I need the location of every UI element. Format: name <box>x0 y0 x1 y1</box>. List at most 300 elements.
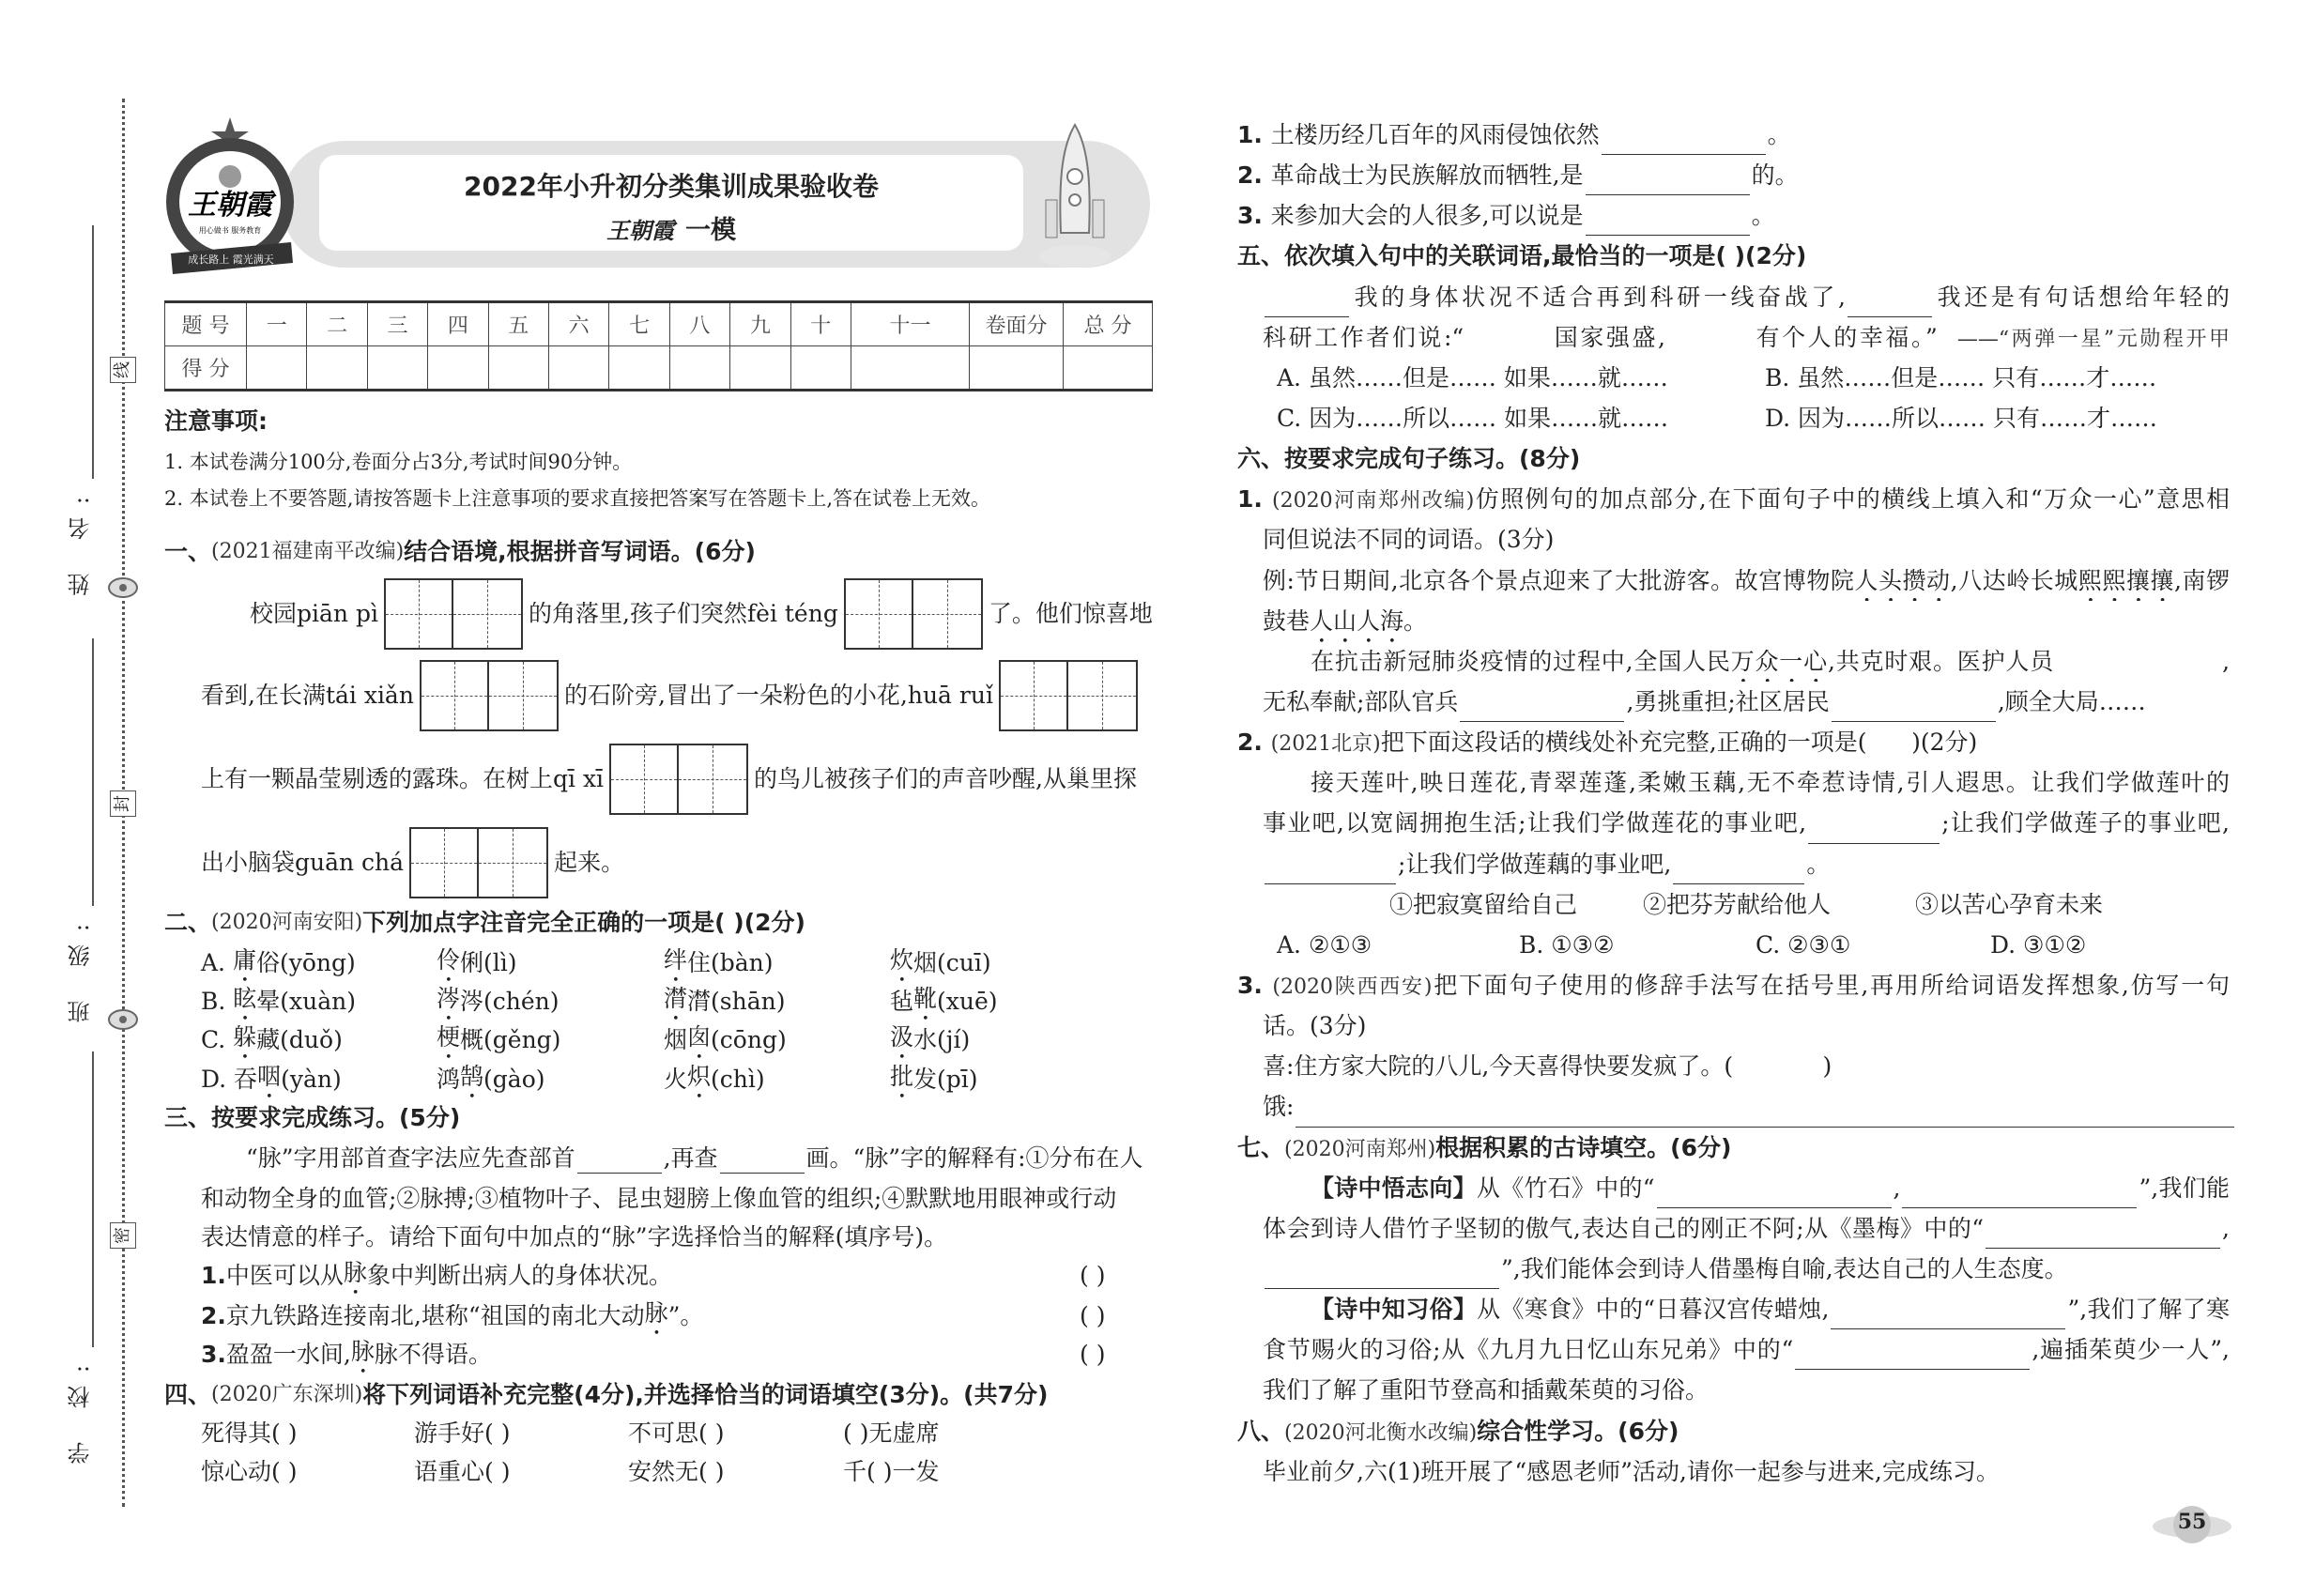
school-field-line[interactable] <box>92 1051 94 1347</box>
section-3-paragraph <box>201 1178 1116 1220</box>
bold-text: 1. <box>201 1262 226 1289</box>
text-segment: 土楼历经几百年的风雨侵蚀依然 <box>1270 121 1600 148</box>
text-segment: 俗(yōng) <box>255 949 356 976</box>
text-segment: 食节赐火的习俗;从《九月九日忆山东兄弟》中的“ <box>1263 1336 1794 1364</box>
section-5-text <box>1237 317 2230 358</box>
section-7-text <box>1237 1329 2230 1370</box>
score-cell[interactable] <box>428 346 488 391</box>
bold-text: 结合语境,根据拼音写词语。(6分) <box>404 538 756 565</box>
section-3-title <box>164 1097 460 1139</box>
option-b-1 <box>201 981 356 1022</box>
bold-text: 综合性学习。(6分) <box>1477 1417 1679 1445</box>
emphasized-text: 人头攒动 <box>1854 566 1951 594</box>
q6-1-example <box>1237 601 2230 641</box>
emphasized-text: 涔 <box>437 984 461 1012</box>
header-cell: 题 号 <box>165 302 247 346</box>
text-segment: 体会到诗人借竹子坚韧的傲气,表达自己的刚正不阿;从《墨梅》中的“ <box>1263 1214 1985 1242</box>
q6-3-prompt <box>1237 965 2230 1005</box>
section-1-title <box>164 531 756 573</box>
idiom-blank[interactable]: 千( )一发 <box>843 1458 940 1485</box>
section-3-item <box>201 1334 492 1375</box>
text-segment: “脉”字用部首查字法应先查部首 <box>246 1144 575 1172</box>
text-segment: 。 <box>1767 121 1791 148</box>
section-4-title <box>164 1374 1048 1416</box>
option-a[interactable]: A. ②①③ <box>1277 930 1372 959</box>
text-segment: 同但说法不同的词语。(3分) <box>1263 526 1555 554</box>
text-segment: 画。“脉”字的解释有:①分布在人 <box>805 1144 1143 1172</box>
header-cell: 三 <box>367 302 427 346</box>
section-8-title <box>1237 1411 2230 1451</box>
text-segment: ;让我们学做莲藕的事业吧, <box>1398 850 1672 878</box>
text-segment: 表达情意的样子。请给下面句中加点的“脉”字选择恰当的解释(填序号)。 <box>201 1223 948 1251</box>
exam-title: 2022年小升初分类集训成果验收卷 <box>464 171 879 202</box>
source-note: (2021北京) <box>1270 732 1381 757</box>
text-segment: , <box>2222 647 2230 675</box>
idiom-blank[interactable]: 语重心( ) <box>414 1458 511 1485</box>
text-segment: 革命战士为民族解放而牺牲,是 <box>1270 161 1584 190</box>
text-segment: 事业吧,以宽阔拥抱生活;让我们学做莲花的事业吧, <box>1263 809 1807 837</box>
text-segment: 鸿 <box>437 1066 461 1093</box>
section-1-line <box>201 826 624 899</box>
emphasized-text: 靴 <box>913 984 938 1012</box>
text-segment: 无私奉献;部队官兵 <box>1263 687 1459 715</box>
text-segment: (xuē) <box>937 988 998 1015</box>
text-segment: B. <box>201 988 234 1015</box>
text-segment: (cōng) <box>711 1026 787 1053</box>
emphasized-text: 潸 <box>664 984 688 1012</box>
option-c[interactable]: C. 因为……所以…… 如果……就…… <box>1277 404 1669 432</box>
text-segment: 烟 <box>664 1026 688 1053</box>
header-cell: 一 <box>247 302 307 346</box>
text-segment: ”,我们能 <box>2139 1174 2230 1202</box>
text-segment: 晕(xuàn) <box>256 988 356 1015</box>
text-segment: 上有一颗晶莹剔透的露珠。在树上qī xī <box>201 765 605 792</box>
text-segment: 话。(3分) <box>1263 1012 1367 1040</box>
score-cell[interactable] <box>609 346 669 391</box>
brand-name: 王朝霞 <box>606 217 674 244</box>
svg-text:用心做书 服务教育: 用心做书 服务教育 <box>198 226 262 235</box>
text-segment: 火 <box>664 1066 688 1093</box>
emphasized-text: 庸 <box>232 945 256 974</box>
text-segment: 的鸟儿被孩子们的声音吵醒,从巢里探 <box>754 765 1137 792</box>
text-segment: 在抗击新冠肺炎疫情的过程中,全国人民 <box>1311 647 1731 675</box>
section-3-item <box>201 1296 703 1337</box>
text-segment: ;让我们学做莲子的事业吧, <box>1941 809 2230 837</box>
answer-blank[interactable] <box>1296 1086 2234 1127</box>
answer-blank[interactable] <box>1832 692 1996 722</box>
seal-secret-char: 密 <box>110 1222 136 1249</box>
text-segment: 涔(chén) <box>460 988 560 1015</box>
answer-blank[interactable] <box>1586 165 1750 195</box>
section-3-paragraph <box>246 1138 1143 1179</box>
emphasized-text: 熙熙攘攘 <box>2078 566 2174 594</box>
emphasized-text: 脉 <box>350 1337 375 1365</box>
text-segment: 有个人的幸福。” <box>1753 323 1957 351</box>
answer-blank[interactable] <box>1848 287 1932 317</box>
emphasized-text: 脉 <box>644 1298 668 1327</box>
text-segment: 脉不得语。 <box>374 1341 492 1368</box>
source-note: (2020河南安阳) <box>211 911 363 934</box>
answer-blank[interactable] <box>1667 330 1752 358</box>
score-cell[interactable] <box>548 346 608 391</box>
text-segment: 的角落里,孩子们突然fèi téng <box>528 600 838 627</box>
bold-text: 1. <box>1237 121 1271 148</box>
bold-text: 【诗中悟志向】 <box>1311 1174 1477 1202</box>
score-cell[interactable] <box>970 346 1064 391</box>
section-5-options-row <box>1237 358 2230 398</box>
answer-blank[interactable] <box>1602 125 1766 155</box>
answer-blank[interactable] <box>1986 1219 2220 1249</box>
text-segment: 我还是有句话想给年轻的 <box>1934 283 2230 311</box>
emphasized-text: 脉 <box>343 1258 367 1286</box>
text-segment: ,勇挑重担;社区居民 <box>1626 687 1830 715</box>
emphasized-text: 汲 <box>890 1022 914 1051</box>
title-box <box>319 155 1023 251</box>
option-b[interactable]: B. ①③② <box>1519 930 1615 959</box>
bold-text: 二、 <box>164 909 212 936</box>
text-segment: 喜:住方家大院的八儿,今天喜得快要发疯了。( ) <box>1263 1052 1832 1081</box>
answer-blank[interactable] <box>1460 692 1624 722</box>
text-segment: 从《竹石》中的“ <box>1476 1174 1655 1202</box>
text-segment: ”,我们了解了寒 <box>2067 1296 2230 1324</box>
source-note: ——“两弹一星”元勋程开甲 <box>1956 327 2230 351</box>
answer-blank[interactable] <box>1795 1340 2030 1370</box>
section-5-title <box>1237 236 2230 276</box>
text-segment: 接天莲叶,映日莲花,青翠莲蓬,柔嫩玉藕,无不牵惹诗情,引人遐思。让我们学做莲叶的 <box>1311 769 2230 797</box>
text-segment: A. <box>201 949 233 976</box>
answer-blank[interactable] <box>577 1143 662 1174</box>
text-segment: 俐(lì) <box>460 949 517 976</box>
text-segment: D. 吞 <box>201 1066 258 1093</box>
header-cell: 总 分 <box>1064 302 1153 346</box>
text-segment: , <box>2222 1214 2230 1242</box>
score-cell[interactable] <box>367 346 427 391</box>
bold-text: 六、按要求完成句子练习。(8分) <box>1237 445 1581 473</box>
text-segment: 来参加大会的人很多,可以说是 <box>1270 202 1584 230</box>
source-note: (2020河南郑州改编) <box>1272 489 1475 514</box>
bold-text: 2. <box>201 1302 226 1329</box>
section-7-text <box>1237 1289 2230 1329</box>
text-segment: ,八达岭长城 <box>1950 566 2078 594</box>
text-segment: C. <box>201 1026 234 1053</box>
emphasized-text: 伶 <box>437 945 461 974</box>
text-segment: 从《寒食》中的“日暮汉宫传蜡烛, <box>1477 1296 1830 1324</box>
section-5-text <box>1237 277 2230 317</box>
section-7-text <box>1237 1208 2230 1249</box>
score-cell[interactable] <box>730 346 790 391</box>
header-cell: 二 <box>307 302 367 346</box>
option-d-1 <box>201 1059 342 1100</box>
text-segment: 鼓巷 <box>1263 606 1311 635</box>
character-cell[interactable] <box>411 829 479 897</box>
emphasized-text: 眩 <box>233 984 257 1012</box>
section-3-item <box>201 1255 672 1297</box>
choice-3: ③以苦心孕育未来 <box>1915 890 2104 918</box>
section-7-text <box>1237 1249 2230 1289</box>
q6-2-text <box>1237 762 2230 803</box>
emphasized-text: 炽 <box>687 1062 712 1090</box>
q6-1-example <box>1237 560 2230 601</box>
answer-blank[interactable] <box>1265 287 1349 317</box>
q6-1-text <box>1237 641 2230 682</box>
bold-text: 2. <box>1237 729 1271 757</box>
text-segment: 我们了解了重阳节登高和插戴茱萸的习俗。 <box>1263 1376 1710 1404</box>
text-segment: 潸(shān) <box>687 988 786 1015</box>
choice-2: ②把芬芳献给他人 <box>1643 890 1832 918</box>
choice-1: ①把寂寞留给自己 <box>1389 890 1578 918</box>
answer-blank[interactable] <box>1831 1299 2065 1329</box>
text-segment: 京九铁路连接南北,堪称“祖国的南北大动 <box>225 1302 645 1329</box>
q6-1-text <box>1237 682 2230 722</box>
bold-text: 3. <box>1237 971 1273 999</box>
text-segment: 。 <box>1806 850 1831 878</box>
emphasized-text: 梗 <box>437 1022 461 1051</box>
header-cell: 七 <box>609 302 669 346</box>
text-segment: 的石阶旁,冒出了一朵粉色的小花,huā ruǐ <box>563 682 993 709</box>
bold-text: 3. <box>201 1341 226 1368</box>
option-b[interactable]: B. 虽然……但是…… 只有……才…… <box>1765 363 2157 391</box>
answer-blank[interactable] <box>1465 330 1550 358</box>
header-cell: 十 <box>790 302 851 346</box>
text-segment: 饿: <box>1263 1093 1295 1121</box>
text-segment: 把下面这段话的横线处补充完整,正确的一项是( )(2分) <box>1380 729 1978 757</box>
bold-text: 三、按要求完成练习。(5分) <box>164 1104 461 1131</box>
source-note: (2020河南郑州) <box>1284 1137 1436 1161</box>
idiom-blank[interactable]: 死得其( ) <box>201 1420 298 1447</box>
option-c-3 <box>664 1020 787 1061</box>
notice-item: 2. 本试卷上不要答题,请按答题卡上注意事项的要求直接把答案写在答题卡上,答在试卷上无效。 <box>164 487 991 510</box>
idiom-blank[interactable]: ( )无虚席 <box>843 1420 940 1447</box>
header-cell: 五 <box>488 302 548 346</box>
score-cell[interactable] <box>488 346 548 391</box>
text-segment: 国家强盛, <box>1552 323 1665 351</box>
text-segment: 把下面句子使用的修辞手法写在括号里,再用所给词语发挥想象,仿写一句 <box>1432 971 2230 999</box>
emphasized-text: 绊 <box>664 945 688 974</box>
q6-2-options <box>1237 925 2230 965</box>
answer-paren[interactable]: ( ) <box>1080 1262 1106 1289</box>
answer-blank[interactable] <box>1265 854 1396 884</box>
q6-2-text <box>1237 844 2230 884</box>
q4-item <box>1237 155 2230 195</box>
option-d-4 <box>890 1059 978 1100</box>
text-segment: 仿照例句的加点部分,在下面句子中的横线上填入和“万众一心”意思相 <box>1474 485 2230 514</box>
character-cell[interactable] <box>422 662 489 729</box>
text-segment: 我的身体状况不适合再到科研一线奋战了, <box>1351 283 1847 311</box>
section-2-title <box>164 902 805 944</box>
text-segment: 盈盈一水间, <box>225 1341 351 1368</box>
text-segment: 校园piān pì <box>250 600 378 627</box>
character-cell[interactable] <box>489 662 557 729</box>
header-cell: 十一 <box>851 302 969 346</box>
exam-subtitle <box>319 209 1023 246</box>
bold-text: 2. <box>1237 161 1271 190</box>
score-table-header-row <box>165 302 1153 346</box>
header-cell: 六 <box>548 302 608 346</box>
q6-2-choices <box>1237 884 2230 925</box>
character-cell[interactable] <box>679 745 746 813</box>
row-label: 得 分 <box>165 346 247 391</box>
text-segment: ,再查 <box>663 1144 718 1172</box>
answer-blank[interactable] <box>1902 1178 2137 1208</box>
text-segment: (chì) <box>711 1066 765 1093</box>
text-segment: 。 <box>1751 202 1775 230</box>
answer-paren[interactable]: ( ) <box>1080 1341 1106 1368</box>
swirl-icon <box>107 1006 139 1033</box>
school-field-label: 学 校: <box>68 1352 94 1465</box>
name-field-label: 姓 名: <box>68 483 94 596</box>
notice-title: 注意事项: <box>164 407 268 435</box>
text-segment: 了。他们惊喜地 <box>988 600 1153 627</box>
q4-item <box>1237 115 2230 155</box>
section-7-text <box>1237 1370 2230 1410</box>
bold-text: 五、依次填入句中的关联词语,最恰当的一项是( )(2分) <box>1237 242 1807 270</box>
character-grid-box[interactable] <box>999 660 1138 731</box>
bold-text: 将下列词语补充完整(4分),并选择恰当的词语填空(3分)。(共7分) <box>362 1381 1049 1408</box>
character-grid-box[interactable] <box>420 660 559 731</box>
score-table-score-row <box>165 346 1153 391</box>
answer-blank[interactable] <box>1808 814 1940 844</box>
character-cell[interactable] <box>1068 662 1136 729</box>
bold-text: 根据积累的古诗填空。(6分) <box>1435 1133 1732 1161</box>
score-cell[interactable] <box>307 346 367 391</box>
option-c-1 <box>201 1020 343 1061</box>
answer-blank[interactable] <box>1657 1178 1892 1208</box>
emphasized-text: 囱 <box>687 1022 712 1051</box>
text-segment: ,南锣 <box>2173 566 2230 594</box>
q6-1-prompt <box>1237 519 2230 560</box>
seal-line-char: 线 <box>110 357 136 383</box>
option-d[interactable]: D. ③①② <box>1990 930 2087 959</box>
text-segment: ”。 <box>667 1302 704 1329</box>
text-segment: (gào) <box>483 1066 545 1093</box>
character-grid-box[interactable] <box>409 827 548 898</box>
text-segment: 住(bàn) <box>687 949 774 976</box>
option-a-4 <box>890 943 991 984</box>
source-note: (2021福建南平改编) <box>211 540 405 563</box>
character-cell[interactable] <box>1001 662 1068 729</box>
q4-item <box>1237 195 2230 236</box>
section-3-paragraph <box>201 1217 947 1258</box>
name-field-line[interactable] <box>92 225 94 479</box>
svg-text:王朝霞: 王朝霞 <box>188 189 272 222</box>
answer-blank[interactable] <box>720 1143 805 1174</box>
answer-paren[interactable]: ( ) <box>1080 1302 1106 1329</box>
idiom-blank[interactable]: 不可思( ) <box>628 1420 725 1447</box>
text-segment: ,遍插茱萸少一人”, <box>2032 1336 2230 1364</box>
svg-text:成长路上 霞光满天: 成长路上 霞光满天 <box>188 253 274 266</box>
character-cell[interactable] <box>913 580 981 648</box>
score-table <box>164 300 1153 391</box>
header-cell: 四 <box>428 302 488 346</box>
section-5-options-row <box>1237 398 2230 438</box>
emphasized-text: 躲 <box>233 1022 257 1051</box>
text-segment: 出小脑袋guān chá <box>201 849 405 876</box>
header-cell: 九 <box>730 302 790 346</box>
answer-blank[interactable] <box>1673 854 1804 884</box>
seal-seal-char: 封 <box>110 790 136 817</box>
bold-text: 下列加点字注音完全正确的一项是( )(2分) <box>362 909 805 936</box>
bold-text: 八、 <box>1237 1417 1285 1445</box>
option-a[interactable]: A. 虽然……但是…… 如果……就…… <box>1277 363 1668 391</box>
text-segment: 起来。 <box>554 849 625 876</box>
text-segment: 水(jí) <box>913 1026 971 1053</box>
bold-text: 一、 <box>164 538 212 565</box>
source-note: (2020广东深圳) <box>211 1383 363 1406</box>
idiom-blank[interactable]: 惊心动( ) <box>201 1458 298 1485</box>
class-field-label: 班 级: <box>68 911 94 1023</box>
option-c-2 <box>437 1020 560 1061</box>
idiom-blank[interactable]: 游手好( ) <box>414 1420 511 1447</box>
character-cell[interactable] <box>453 580 521 648</box>
idiom-blank[interactable]: 安然无( ) <box>628 1458 725 1485</box>
bold-text: 四、 <box>164 1381 212 1408</box>
text-segment: 科研工作者们说:“ <box>1263 323 1464 351</box>
q6-3-prompt <box>1237 1005 2230 1046</box>
text-segment: , <box>1893 1174 1901 1202</box>
notice-item: 1. 本试卷满分100分,卷面分占3分,考试时间90分钟。 <box>164 451 633 473</box>
section-1-line <box>201 743 1137 816</box>
emphasized-text: 批 <box>890 1062 914 1090</box>
character-cell[interactable] <box>386 580 453 648</box>
text-segment: (yàn) <box>281 1066 342 1093</box>
score-cell[interactable] <box>247 346 307 391</box>
source-note: (2020河北衡水改编) <box>1284 1420 1478 1445</box>
text-segment: ”,我们能体会到诗人借墨梅自喻,表达自己的人生态度。 <box>1501 1254 2068 1282</box>
text-segment: 中医可以从 <box>225 1262 344 1289</box>
text-segment: 的。 <box>1751 161 1799 190</box>
header-cell: 卷面分 <box>970 302 1064 346</box>
answer-blank[interactable] <box>1586 206 1750 236</box>
brand-logo <box>160 113 300 277</box>
option-c[interactable]: C. ②③① <box>1756 930 1851 959</box>
score-cell[interactable] <box>790 346 851 391</box>
character-grid-box[interactable] <box>384 578 523 650</box>
section-1-line <box>201 659 1143 732</box>
option-d[interactable]: D. 因为……所以…… 只有……才…… <box>1765 404 2157 432</box>
bold-text: 【诗中知习俗】 <box>1311 1296 1478 1324</box>
class-field-line[interactable] <box>92 638 94 906</box>
header-cell: 八 <box>669 302 729 346</box>
q6-1-prompt <box>1237 479 2230 519</box>
score-cell[interactable] <box>851 346 969 391</box>
character-grid-box[interactable] <box>844 578 983 650</box>
swirl-icon <box>107 575 139 601</box>
text-segment: ,顾全大局…… <box>1997 687 2146 715</box>
exam-type: 一模 <box>685 216 736 245</box>
bold-text: 3. <box>1237 202 1271 230</box>
character-cell[interactable] <box>611 745 679 813</box>
score-cell[interactable] <box>669 346 729 391</box>
answer-blank[interactable] <box>2056 659 2220 682</box>
text-segment: ,共克时艰。医护人员 <box>1827 647 2055 675</box>
text-segment: 毕业前夕,六(1)班开展了“感恩老师”活动,请你一起参与进来,完成练习。 <box>1263 1457 2000 1485</box>
text-segment: 和动物全身的血管;②脉搏;③植物叶子、昆虫翅膀上像血管的组织;④默默地用眼神或行动 <box>201 1185 1117 1212</box>
character-cell[interactable] <box>846 580 913 648</box>
option-d-3 <box>664 1059 765 1100</box>
character-cell[interactable] <box>479 829 546 897</box>
text-segment: 看到,在长满tái xiǎn <box>201 682 414 709</box>
section-8-text <box>1237 1451 2230 1492</box>
emphasized-text: 鹄 <box>460 1062 484 1090</box>
q6-2-prompt <box>1237 722 2230 762</box>
option-d-2 <box>437 1059 545 1100</box>
character-grid-box[interactable] <box>609 744 748 815</box>
right-column <box>1237 115 2230 1492</box>
answer-blank[interactable] <box>1265 1259 1499 1289</box>
score-cell[interactable] <box>1064 346 1153 391</box>
section-7-text <box>1237 1168 2230 1208</box>
bold-text: 1. <box>1237 485 1273 514</box>
